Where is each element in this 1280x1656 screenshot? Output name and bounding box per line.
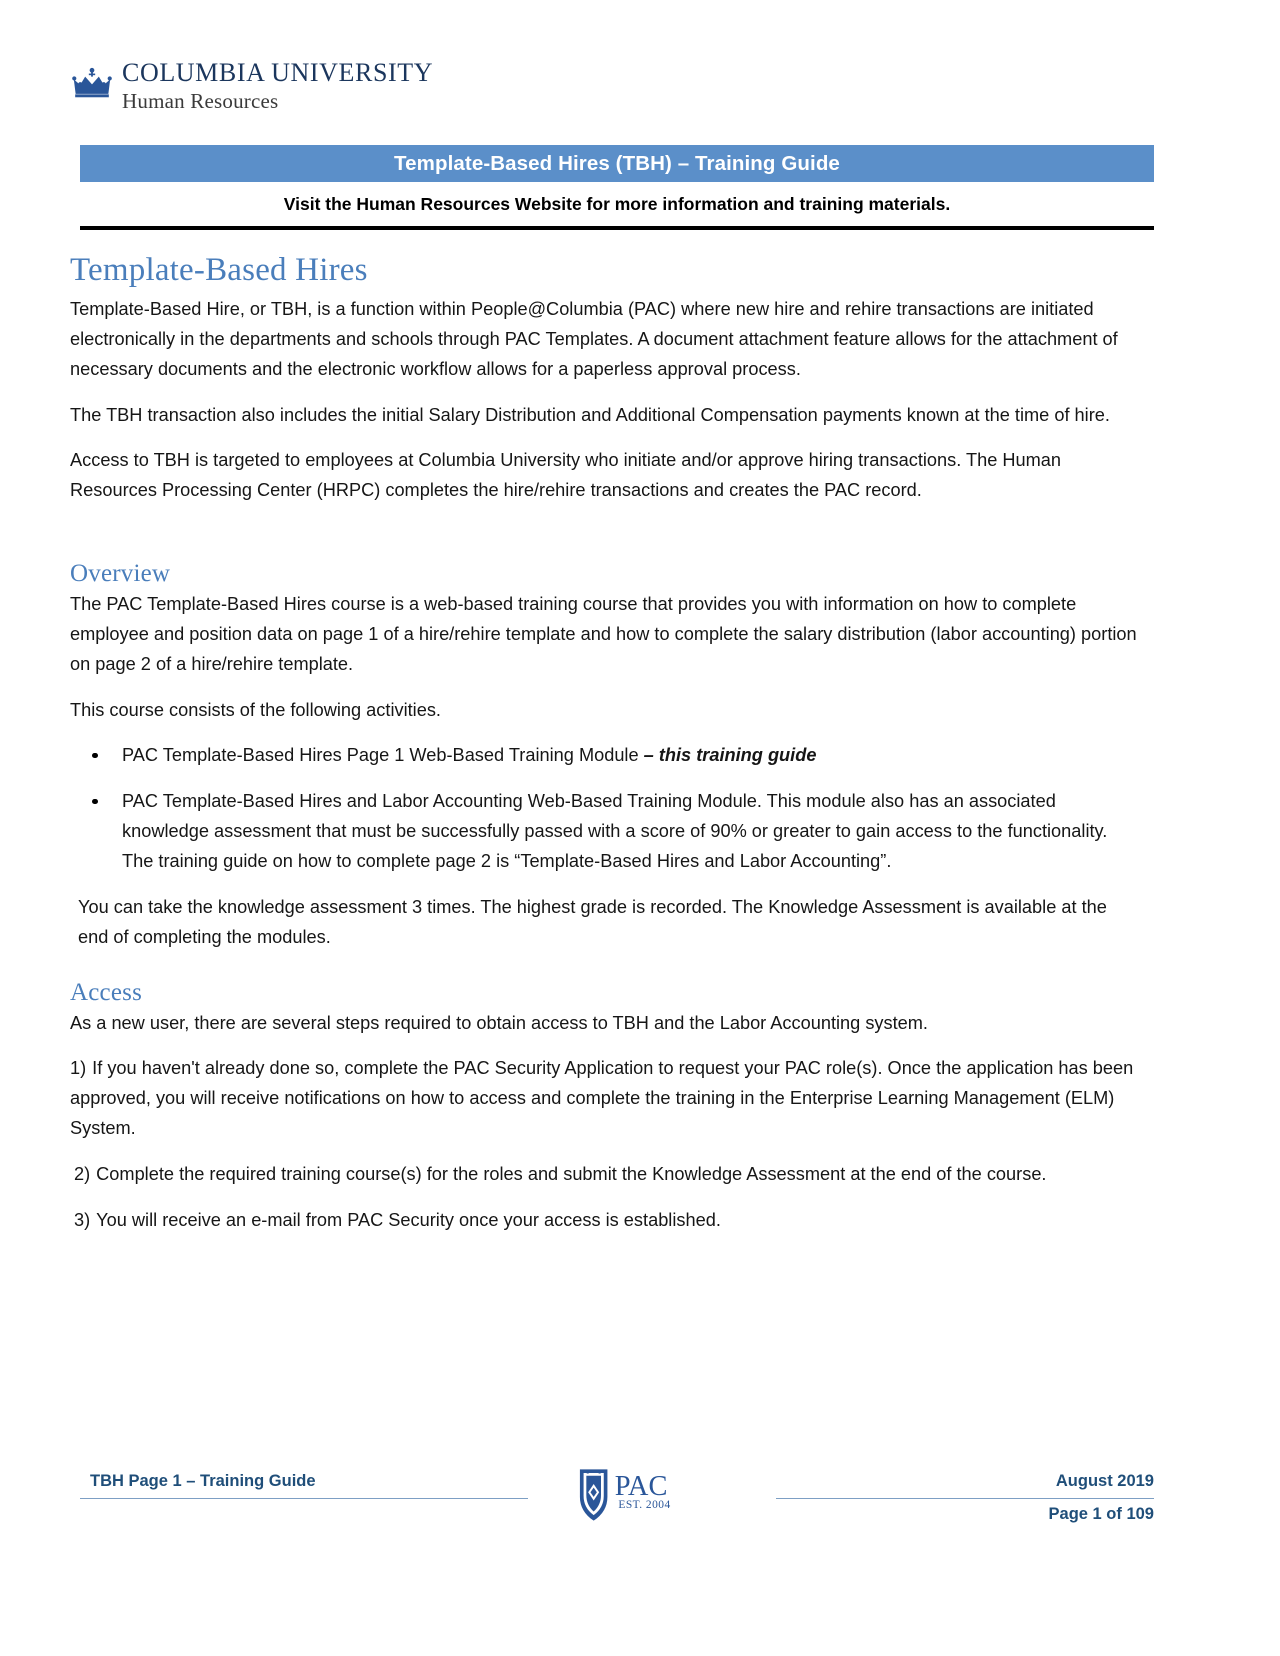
step-text: Complete the required training course(s) for the roles and submit the Knowledge Assessment at the end of the course. (96, 1163, 1047, 1184)
access-step-3 (70, 1206, 1142, 1236)
footer-right-block (776, 1472, 1154, 1524)
section-spacer (70, 522, 1142, 560)
pac-shield-icon (574, 1462, 694, 1528)
logo-university-name: COLUMBIA UNIVERSITY (122, 58, 434, 87)
activities-list (70, 741, 1142, 876)
footer-date: August 2019 (776, 1472, 1154, 1499)
logo-department-name: Human Resources (122, 89, 279, 113)
activity-text: PAC Template-Based Hires and Labor Accounting Web-Based Training Module. This module also has an associated knowledge assessment that must be successfully passed with a score of 90% or greater to gain access to the functionality. The training guide on how to complete page 2 is “Template-Based Hires and Labor Accounting”. (122, 791, 1108, 871)
page-footer (80, 1462, 1154, 1542)
access-step-1 (70, 1054, 1142, 1144)
activities-lead: This course consists of the following activities. (70, 699, 441, 720)
footer-document-label: TBH Page 1 – Training Guide (90, 1472, 316, 1490)
page-title: Template-Based Hires (70, 252, 368, 288)
subtitle-bar (80, 182, 1154, 230)
banner-title-text: Template-Based Hires (TBH) – Training Guide (394, 151, 840, 175)
access-step-2 (70, 1160, 1142, 1190)
list-item (70, 787, 1142, 877)
document-body (70, 252, 1142, 1252)
intro-paragraph-2: The TBH transaction also includes the initial Salary Distribution and Additional Compensation payments known at the time of hire. (70, 404, 1110, 425)
activity-text: PAC Template-Based Hires Page 1 Web-Based Training Module (122, 745, 644, 766)
assessment-note: You can take the knowledge assessment 3 times. The highest grade is recorded. The Knowledge Assessment is available at the end of completing the modules. (78, 896, 1107, 947)
step-text: You will receive an e-mail from PAC Security once your access is established. (96, 1209, 721, 1230)
footer-page-number: Page 1 of 109 (1048, 1505, 1154, 1523)
title-banner (80, 145, 1154, 182)
bullet-icon (92, 753, 98, 759)
intro-paragraph-3: Access to TBH is targeted to employees at Columbia University who initiate and/or approve hiring transactions. The Human Resources Processing Center (HRPC) completes the hire/rehire transactions and creates the PAC record. (70, 450, 1062, 501)
crown-icon (72, 66, 112, 100)
section-heading-overview: Overview (70, 560, 171, 588)
step-number: 3) (74, 1209, 91, 1230)
step-number: 1) (70, 1058, 87, 1079)
bullet-icon (92, 799, 98, 805)
access-intro: As a new user, there are several steps required to obtain access to TBH and the Labor Accounting system. (70, 1012, 928, 1033)
svg-text:EST. 2004: EST. 2004 (618, 1498, 671, 1511)
overview-intro: The PAC Template-Based Hires course is a web-based training course that provides you with information on how to complete employee and position data on page 1 of a hire/rehire template and how to complete the salary distribution (labor accounting) portion on page 2 of a hire/rehire template. (70, 594, 1137, 674)
intro-paragraph-1: Template-Based Hire, or TBH, is a function within People@Columbia (PAC) where new hire and rehire transactions are initiated electronically in the departments and schools through PAC Templates. A document attachment feature allows for the attachment of necessary documents and the electronic workflow allows for a paperless approval process. (70, 299, 1118, 379)
step-text: If you haven't already done so, complete the PAC Security Application to request your PAC role(s). Once the application has been approved, you will receive notifications on how to access and complete the training in the Enterprise Learning Management (ELM) System. (70, 1058, 1134, 1139)
step-number: 2) (74, 1163, 91, 1184)
list-item (70, 741, 1142, 771)
footer-left-block (80, 1472, 528, 1499)
section-heading-access: Access (70, 978, 143, 1006)
columbia-hr-logo (72, 60, 433, 112)
subtitle-text: Visit the Human Resources Website for more information and training materials. (283, 193, 951, 214)
activity-emphasis: – this training guide (643, 745, 817, 766)
svg-text:PAC: PAC (614, 1471, 668, 1502)
